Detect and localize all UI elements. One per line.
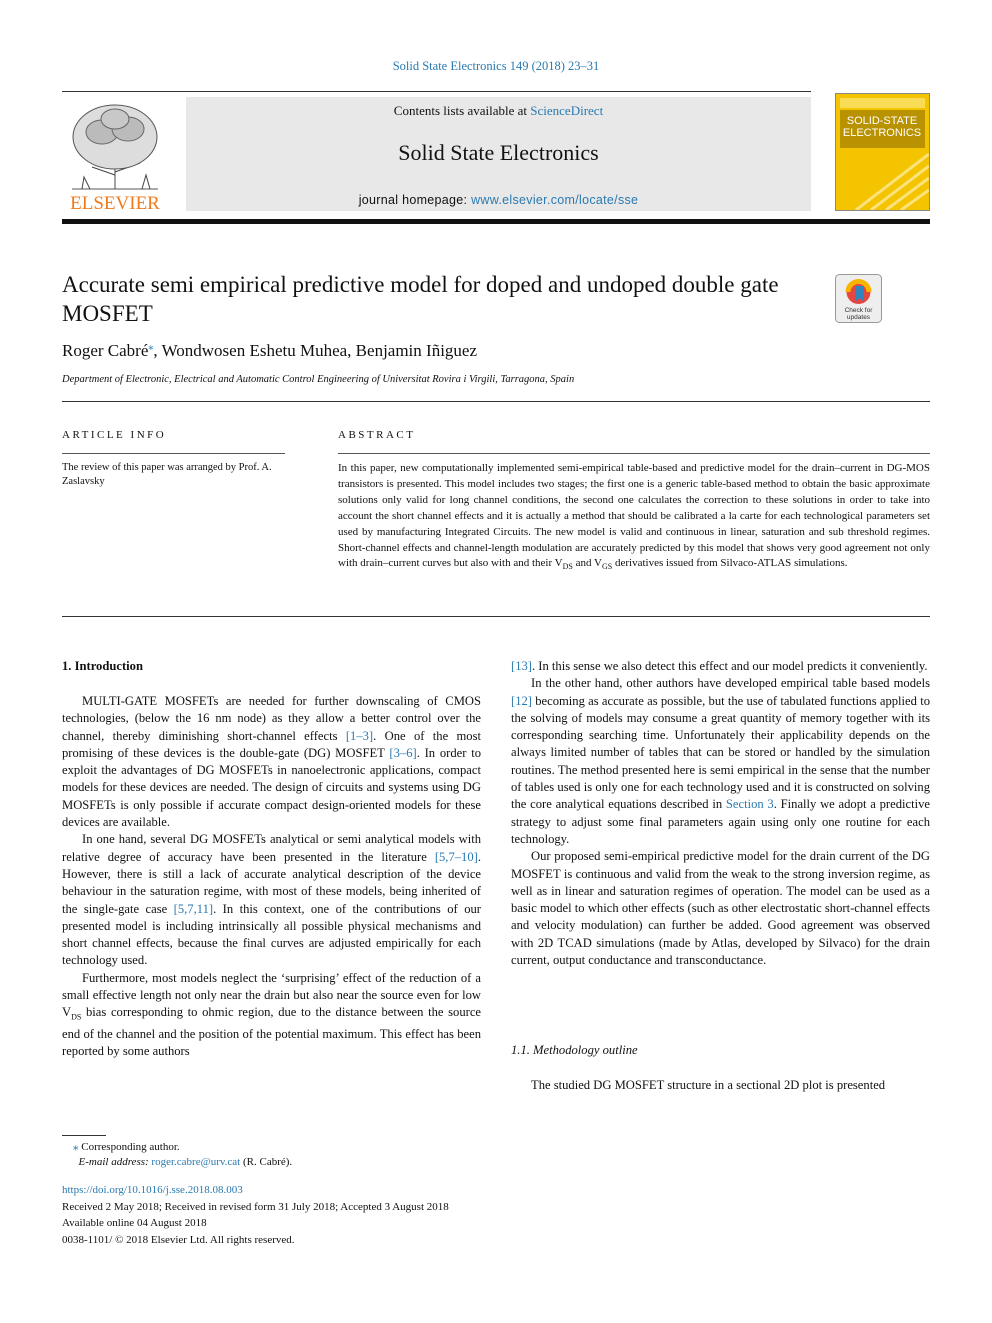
- contents-line: [186, 103, 811, 119]
- citation-link[interactable]: [3–6]: [389, 745, 417, 760]
- check-updates-label: Check for updates: [844, 307, 873, 321]
- paragraph: The studied DG MOSFET structure in a sectional 2D plot is presented: [531, 1078, 886, 1092]
- abstract-heading: ABSTRACT: [338, 429, 416, 441]
- text-run: In one hand, several DG MOSFETs analytical or semi analytical models with relative degree of accuracy have been presented in the literature: [62, 832, 481, 864]
- article-title: Accurate semi empirical predictive model for doped and undoped double gate MOSFET: [62, 272, 779, 326]
- citation-link[interactable]: [5,7,11]: [173, 901, 214, 916]
- citation-link[interactable]: [12]: [511, 693, 532, 708]
- article-info-rule: [62, 453, 285, 454]
- check-for-updates-badge[interactable]: [835, 274, 882, 323]
- article-info-heading: ARTICLE INFO: [62, 429, 167, 441]
- abstract-part-1: In this paper, new computationally implemented semi-empirical table-based and predictive model for the drain–current in DG-MOS transistors is presented. This model includes two stages; the first one is a generic table-based method to obtain the basic approximate solutions only valid for long channel conditions, the second one calculates the correction to these solutions in order to take into account the short channel effects and it is actually a method that should be calibrated a la carte for each technological parameters set used by manufacturing Integrated Circuits. The new model is valid and continuous in linear, saturation and sub threshold regimes. Short-channel effects and channel-length modulation are accurately predicted by this model that shows very good agreement not only with drain–current curves but also with and their V: [338, 462, 930, 570]
- text-run: becoming as accurate as possible, but the use of tabulated functions applied to the solving of models may consume a great quantity of memory together with its corresponding searching time. Unfortunately their applicability depends on the always limited number of tables that can be stored or handled by the simulation routines. The method presented here is semi empirical in the sense that the number of tables used is only one for each technology used and it is constructed on solving the core analytical equations described in: [511, 693, 930, 812]
- footnote-rule: [62, 1135, 106, 1136]
- text-run: . In this context, one of the contributions of our presented model is including intrinsically all possible physical mechanisms and short channel effects, because the final curves are adjusted empirically for each technology used.: [62, 901, 481, 968]
- corresponding-mark[interactable]: ⁎: [73, 1141, 79, 1153]
- abstract-sub-ds: DS: [562, 562, 573, 572]
- footnote-text: Corresponding author.: [78, 1141, 180, 1153]
- text-run: . Finally we adopt a predictive strategy to adjust some final parameters again using only one routine for each technology.: [511, 797, 930, 846]
- article-metadata: [62, 1182, 449, 1248]
- journal-cover: [835, 93, 930, 211]
- text-run: . In order to exploit the advantages of DG MOSFETs in nanoelectronic applications, compact models for these devices are needed. The design of circuits and systems using DG MOSFETs is only possible if accurate compact design-oriented models for these devices are available.: [62, 745, 482, 830]
- text-run: bias corresponding to ohmic region, due to the distance between the source end of the channel and the position of the potential maximum. This effect has been reported by some authors: [62, 1005, 481, 1059]
- text-run: . In this sense we also detect this effect and our model predicts it conveniently.: [531, 659, 928, 673]
- author-list: [62, 341, 477, 361]
- abstract-rule: [338, 453, 930, 454]
- header-rule: [62, 91, 811, 92]
- homepage-link[interactable]: www.elsevier.com/locate/sse: [471, 193, 639, 207]
- homepage-line: [186, 193, 811, 207]
- journal-title: Solid State Electronics: [398, 140, 599, 165]
- body-right-column: [511, 658, 930, 969]
- subsection-1-1-heading: 1.1. Methodology outline: [511, 1043, 638, 1057]
- corresponding-mark[interactable]: ⁎: [148, 341, 154, 353]
- journal-cover-image: [836, 94, 929, 210]
- contents-prefix: Contents lists available at: [393, 103, 531, 118]
- received-dates: Received 2 May 2018; Received in revised form 31 July 2018; Accepted 3 August 2018: [62, 1200, 449, 1213]
- citation-link[interactable]: [1–3]: [345, 728, 374, 743]
- affiliation: Department of Electronic, Electrical and Automatic Control Engineering of Universitat Rovira i Virgili, Tarragona, Spain: [62, 374, 575, 385]
- paragraph: [62, 970, 481, 1061]
- section-rule: [62, 616, 930, 617]
- email-label: E-mail address:: [78, 1156, 152, 1168]
- journal-reference[interactable]: Solid State Electronics 149 (2018) 23–31: [392, 59, 600, 73]
- svg-text:ELSEVIER: ELSEVIER: [70, 193, 160, 213]
- online-date: Available online 04 August 2018: [62, 1217, 207, 1229]
- article-info-text: The review of this paper was arranged by Prof. A. Zaslavsky: [62, 462, 272, 487]
- copyright: 0038-1101/ © 2018 Elsevier Ltd. All rights reserved.: [62, 1233, 295, 1246]
- paragraph: [511, 675, 930, 848]
- abstract-sub-gs: GS: [602, 562, 613, 572]
- email-note: [62, 1156, 292, 1168]
- paragraph: [511, 658, 930, 675]
- text-run: In the other hand, other authors have developed empirical table based models: [531, 676, 930, 691]
- author-1: Roger Cabré: [62, 341, 149, 360]
- authors-rest: , Wondwosen Eshetu Muhea, Benjamin Iñiguez: [153, 341, 478, 360]
- body-left-column: [62, 693, 481, 1061]
- elsevier-logo: [62, 97, 168, 213]
- section-link[interactable]: Section 3: [725, 797, 774, 812]
- text-run: Furthermore, most models neglect the ‘surprising’ effect of the reduction of a small effective length not only near the drain but also near the source even for low V: [62, 970, 481, 1020]
- svg-text:SOLID-STATE: SOLID-STATE: [846, 115, 918, 127]
- email-suffix: (R. Cabré).: [240, 1156, 293, 1168]
- text-run: . One of the most promising of these devices is the double-gate (DG) MOSFET: [62, 728, 482, 760]
- sciencedirect-link[interactable]: ScienceDirect: [530, 103, 604, 118]
- paragraph: Our proposed semi-empirical predictive model for the drain current of the DG MOSFET is continuous and valid from the weak to the strong inversion regime, as well as in linear and saturation regimes of operation. The model can be used as a basic model to which other effects (such as other electrostatic short-channel effects and velocity modulation) can further be added. Good agreement was observed with 2D TCAD simulations (made by Atlas, developed by Silvaco) for the drain current, output conductance and transconductance.: [511, 849, 930, 968]
- elsevier-tree-icon: [62, 97, 168, 213]
- journal-masthead: [186, 97, 811, 211]
- section-1-heading: 1. Introduction: [62, 659, 143, 673]
- paragraph: [62, 693, 481, 831]
- abstract-part-3: derivatives issued from Silvaco-ATLAS simulations.: [612, 557, 848, 570]
- abstract-part-2: and V: [572, 557, 603, 570]
- corresponding-author-note: [62, 1140, 180, 1153]
- text-run: MULTI-GATE MOSFETs are needed for further downscaling of CMOS technologies, (below the 16 nm node) as they allow a better control over the channel, thereby diminishing short-channel effects: [62, 694, 481, 743]
- section-rule: [62, 401, 930, 402]
- header-thick-rule: [62, 219, 930, 224]
- svg-text:ELECTRONICS: ELECTRONICS: [842, 127, 922, 139]
- citation-link[interactable]: [5,7–10]: [434, 849, 478, 864]
- subscript: DS: [71, 1012, 82, 1022]
- doi-link[interactable]: https://doi.org/10.1016/j.sse.2018.08.003: [62, 1184, 243, 1196]
- paragraph: [62, 831, 481, 969]
- email-link[interactable]: roger.cabre@urv.cat: [151, 1156, 241, 1168]
- abstract-text: [338, 461, 930, 576]
- homepage-prefix: journal homepage:: [358, 193, 472, 207]
- text-run: . However, there is still a lack of accurate analytical description of the device behaviour in the saturation regime, with most of these models, being inherited of the single-gate case: [62, 849, 481, 916]
- citation-link[interactable]: [13]: [511, 659, 532, 673]
